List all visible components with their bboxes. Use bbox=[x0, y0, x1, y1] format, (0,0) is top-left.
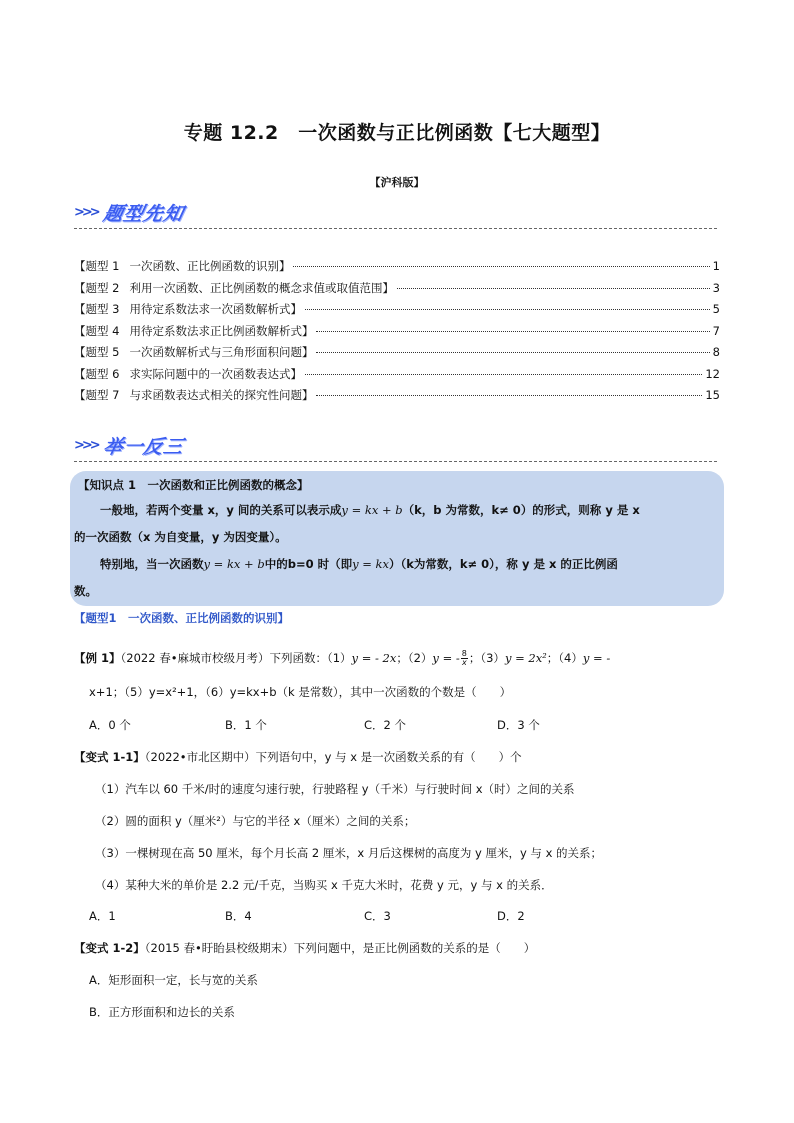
option-c[interactable]: C．3 bbox=[364, 909, 391, 923]
example-1-line-1: 【例 1】（2022 春•麻城市校级月考）下列函数：（1）y = - 2x；（2）y = - $\frac{8}{x}$ ；（3）y = 2x²；（4）y = - bbox=[74, 649, 611, 667]
option-c[interactable]: C．2 个 bbox=[364, 718, 407, 732]
knowledge-paragraph-1-cont: 的一次函数（x 为自变量，y 为因变量）。 bbox=[74, 530, 287, 544]
banner-examples bbox=[74, 432, 184, 459]
option-d[interactable]: D．2 bbox=[497, 909, 525, 923]
example-1-line-2: x+1；（5）y=x²+1，（6）y=kx+b（k 是常数），其中一次函数的个数是（ ） bbox=[89, 685, 512, 699]
variant-1-1-stem: 【变式 1-1】（2022•市北区期中）下列语句中，y 与 x 是一次函数关系的有（ ）个 bbox=[74, 750, 522, 764]
option-a[interactable]: A．1 bbox=[89, 909, 116, 923]
toc-entry[interactable]: 【题型 4 用待定系数法求正比例函数解析式】 7 bbox=[74, 323, 720, 338]
toc-entry[interactable]: 【题型 1 一次函数、正比例函数的识别】 1 bbox=[74, 259, 720, 273]
banner-examples-text: 举一反三 bbox=[101, 436, 186, 458]
section-title: 【题型1 一次函数、正比例函数的识别】 bbox=[74, 611, 289, 625]
variant-1-2-stem: 【变式 1-2】（2015 春•盱眙县校级期末）下列问题中，是正比例函数的关系的是（ ） bbox=[74, 941, 536, 955]
knowledge-paragraph-2: 特别地，当一次函数y = kx + b中的b=0 时（即y = kx）（k为常数，k≠ 0），称 y 是 x 的正比例函 bbox=[100, 557, 618, 571]
banner-toc-text: 题型先知 bbox=[101, 203, 186, 225]
option-b[interactable]: B．1 个 bbox=[225, 718, 267, 732]
option-a[interactable]: A．0 个 bbox=[89, 718, 131, 732]
knowledge-paragraph-1: 一般地，若两个变量 x，y 间的关系可以表示成y = kx + b（k，b 为常数，k≠ 0）的形式，则称 y 是 x bbox=[100, 503, 640, 517]
option-b[interactable]: B．正方形面积和边长的关系 bbox=[89, 1005, 235, 1019]
fraction: $\frac{8}{x}$ bbox=[461, 649, 467, 667]
knowledge-title: 【知识点 1 一次函数和正比例函数的概念】 bbox=[78, 478, 309, 492]
knowledge-paragraph-2-cont: 数。 bbox=[74, 584, 97, 598]
option-a[interactable]: A．矩形面积一定，长与宽的关系 bbox=[89, 973, 258, 987]
divider bbox=[74, 228, 717, 229]
variant-1-1-item: （3）一棵树现在高 50 厘米，每个月长高 2 厘米，x 月后这棵树的高度为 y 厘米，y 与 x 的关系； bbox=[95, 846, 603, 860]
toc-entry[interactable]: 【题型 7 与求函数表达式相关的探究性问题】 15 bbox=[74, 388, 720, 402]
edition-label: 【沪科版】 bbox=[369, 176, 425, 189]
variant-1-1-item: （2）圆的面积 y（厘米²）与它的半径 x（厘米）之间的关系； bbox=[95, 814, 416, 828]
knowledge-box bbox=[70, 471, 724, 606]
banner-toc bbox=[74, 199, 184, 226]
divider bbox=[74, 461, 717, 462]
variant-1-1-item: （1）汽车以 60 千米/时的速度匀速行驶，行驶路程 y（千米）与行驶时间 x（时）之间的关系 bbox=[95, 782, 575, 796]
toc-entry[interactable]: 【题型 5 一次函数解析式与三角形面积问题】 8 bbox=[74, 345, 720, 359]
variant-1-1-item: （4）某种大米的单价是 2.2 元/千克，当购买 x 千克大米时，花费 y 元，y 与 x 的关系． bbox=[95, 878, 553, 892]
banner-arrows-icon: >>> bbox=[74, 438, 98, 453]
option-b[interactable]: B．4 bbox=[225, 909, 252, 923]
toc-entry[interactable]: 【题型 6 求实际问题中的一次函数表达式】 12 bbox=[74, 366, 720, 381]
banner-arrows-icon: >>> bbox=[74, 205, 98, 220]
document-title: 专题 12.2 一次函数与正比例函数【七大题型】 bbox=[183, 122, 611, 144]
table-of-contents bbox=[74, 258, 720, 409]
toc-entry[interactable]: 【题型 2 利用一次函数、正比例函数的概念求值或取值范围】 3 bbox=[74, 280, 720, 295]
toc-entry[interactable]: 【题型 3 用待定系数法求一次函数解析式】 5 bbox=[74, 302, 720, 316]
option-d[interactable]: D．3 个 bbox=[497, 718, 540, 732]
